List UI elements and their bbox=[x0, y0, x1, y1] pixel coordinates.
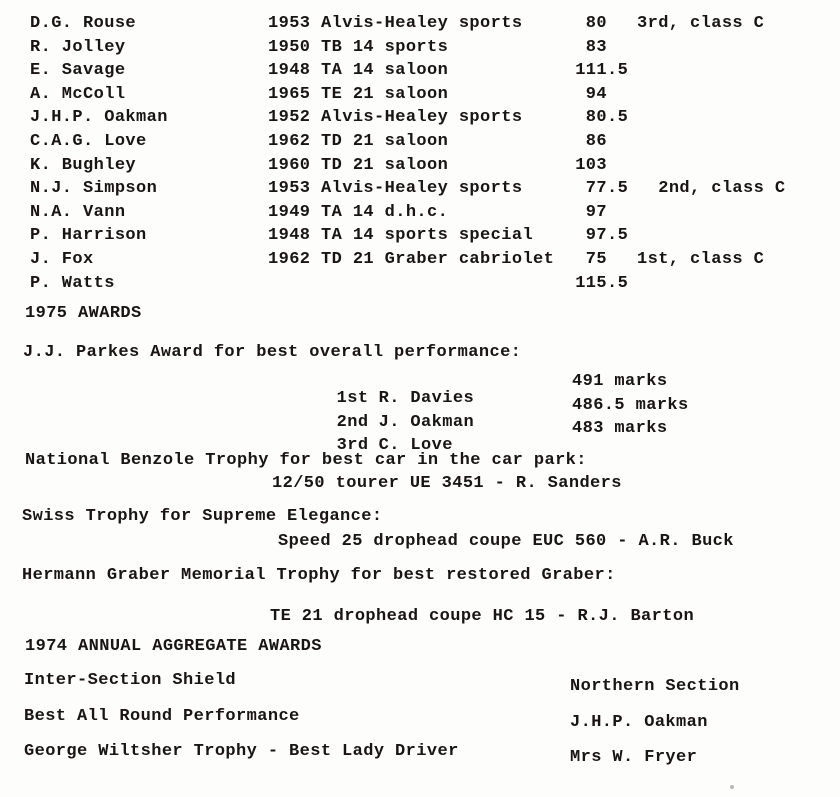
aggregate-row bbox=[24, 708, 840, 738]
entrant-name: D.G. Rouse bbox=[30, 14, 137, 33]
aggregate-award-winner: Northern Section bbox=[570, 677, 740, 696]
result-name: R. Davies bbox=[378, 389, 475, 408]
score-fraction: .5 bbox=[607, 179, 629, 199]
results-table bbox=[30, 15, 840, 298]
class-award: 3rd, class C bbox=[637, 14, 765, 33]
entrant-name: N.J. Simpson bbox=[30, 179, 158, 199]
car-description: 1950 TB 14 sports bbox=[268, 37, 449, 57]
aggregate-award-winner: J.H.P. Oakman bbox=[570, 713, 708, 732]
aggregate-1974-heading: 1974 ANNUAL AGGREGATE AWARDS bbox=[25, 637, 322, 656]
entrant-name: A. McColl bbox=[30, 84, 126, 104]
table-row bbox=[30, 86, 840, 110]
aggregate-row bbox=[24, 743, 840, 773]
table-row bbox=[30, 180, 840, 204]
swiss-trophy-winner: Speed 25 drophead coupe EUC 560 - A.R. Buck bbox=[278, 532, 734, 551]
score-fraction: .5 bbox=[607, 61, 629, 81]
result-marks: 483 marks bbox=[572, 419, 668, 439]
table-row bbox=[30, 227, 840, 251]
table-row bbox=[30, 15, 840, 39]
aggregate-award-winner: Mrs W. Fryer bbox=[570, 748, 698, 767]
class-award: 1st, class C bbox=[637, 249, 765, 269]
car-description: 1953 Alvis-Healey sports bbox=[268, 14, 523, 33]
entrant-name: P. Harrison bbox=[30, 226, 147, 246]
table-row bbox=[30, 133, 840, 157]
awards-1975-heading: 1975 AWARDS bbox=[25, 304, 142, 323]
benzole-trophy-winner: 12/50 tourer UE 3451 - R. Sanders bbox=[272, 474, 622, 493]
table-row bbox=[30, 157, 840, 181]
car-description: 1948 TA 14 sports special bbox=[268, 226, 534, 246]
result-name: J. Oakman bbox=[378, 412, 475, 432]
swiss-trophy-title: Swiss Trophy for Supreme Elegance: bbox=[22, 507, 383, 526]
score-integer: 80 bbox=[585, 108, 607, 128]
score-integer: 97 bbox=[585, 202, 607, 222]
result-marks: 491 marks bbox=[572, 372, 668, 391]
score-fraction: .5 bbox=[607, 108, 629, 128]
entrant-name: N.A. Vann bbox=[30, 202, 126, 222]
score-fraction: .5 bbox=[607, 273, 629, 293]
score-integer: 103 bbox=[575, 155, 607, 175]
car-description: 1962 TD 21 Graber cabriolet bbox=[268, 249, 555, 269]
car-description: 1949 TA 14 d.h.c. bbox=[268, 202, 449, 222]
score-integer: 77 bbox=[585, 179, 607, 199]
scan-speck bbox=[730, 785, 734, 789]
score-integer: 86 bbox=[585, 131, 607, 151]
table-row bbox=[30, 39, 840, 63]
entrant-name: C.A.G. Love bbox=[30, 131, 147, 151]
aggregate-award-name: Inter-Section Shield bbox=[24, 671, 237, 690]
graber-trophy-winner: TE 21 drophead coupe HC 15 - R.J. Barton bbox=[270, 607, 695, 626]
score-integer: 111 bbox=[575, 61, 607, 81]
score-integer: 115 bbox=[575, 273, 607, 293]
benzole-trophy-title: National Benzole Trophy for best car in the car park: bbox=[25, 451, 587, 470]
class-award: 2nd, class C bbox=[658, 179, 786, 199]
result-marks: 486.5 marks bbox=[572, 395, 689, 415]
table-row bbox=[30, 251, 840, 275]
entrant-name: J.H.P. Oakman bbox=[30, 108, 168, 128]
entrant-name: R. Jolley bbox=[30, 37, 126, 57]
table-row bbox=[30, 204, 840, 228]
aggregate-award-name: Best All Round Performance bbox=[24, 707, 300, 726]
parkes-results-list bbox=[273, 372, 840, 456]
car-description: 1960 TD 21 saloon bbox=[268, 155, 449, 175]
car-description: 1962 TD 21 saloon bbox=[268, 131, 449, 151]
graber-trophy-title: Hermann Graber Memorial Trophy for best restored Graber: bbox=[22, 566, 616, 585]
parkes-result-row bbox=[273, 419, 840, 456]
table-row bbox=[30, 275, 840, 299]
result-name: C. Love bbox=[378, 436, 453, 456]
result-place: 1st bbox=[336, 389, 369, 408]
entrant-name: P. Watts bbox=[30, 273, 115, 293]
score-integer: 97 bbox=[585, 226, 607, 246]
entrant-name: K. Bughley bbox=[30, 155, 137, 175]
score-integer: 94 bbox=[585, 84, 607, 104]
parkes-award-title: J.J. Parkes Award for best overall performance: bbox=[23, 343, 522, 362]
car-description: 1965 TE 21 saloon bbox=[268, 84, 449, 104]
aggregate-award-name: George Wiltsher Trophy - Best Lady Driver bbox=[24, 742, 459, 761]
score-integer: 80 bbox=[585, 14, 607, 33]
score-integer: 83 bbox=[585, 37, 607, 57]
score-integer: 75 bbox=[585, 249, 607, 269]
car-description: 1948 TA 14 saloon bbox=[268, 61, 449, 81]
table-row bbox=[30, 109, 840, 133]
car-description: 1952 Alvis-Healey sports bbox=[268, 108, 523, 128]
score-fraction: .5 bbox=[607, 226, 629, 246]
result-place: 3rd bbox=[336, 436, 369, 456]
result-place: 2nd bbox=[336, 412, 369, 432]
table-row bbox=[30, 62, 840, 86]
car-description: 1953 Alvis-Healey sports bbox=[268, 179, 523, 199]
entrant-name: E. Savage bbox=[30, 61, 126, 81]
aggregate-row bbox=[24, 672, 840, 702]
entrant-name: J. Fox bbox=[30, 249, 94, 269]
